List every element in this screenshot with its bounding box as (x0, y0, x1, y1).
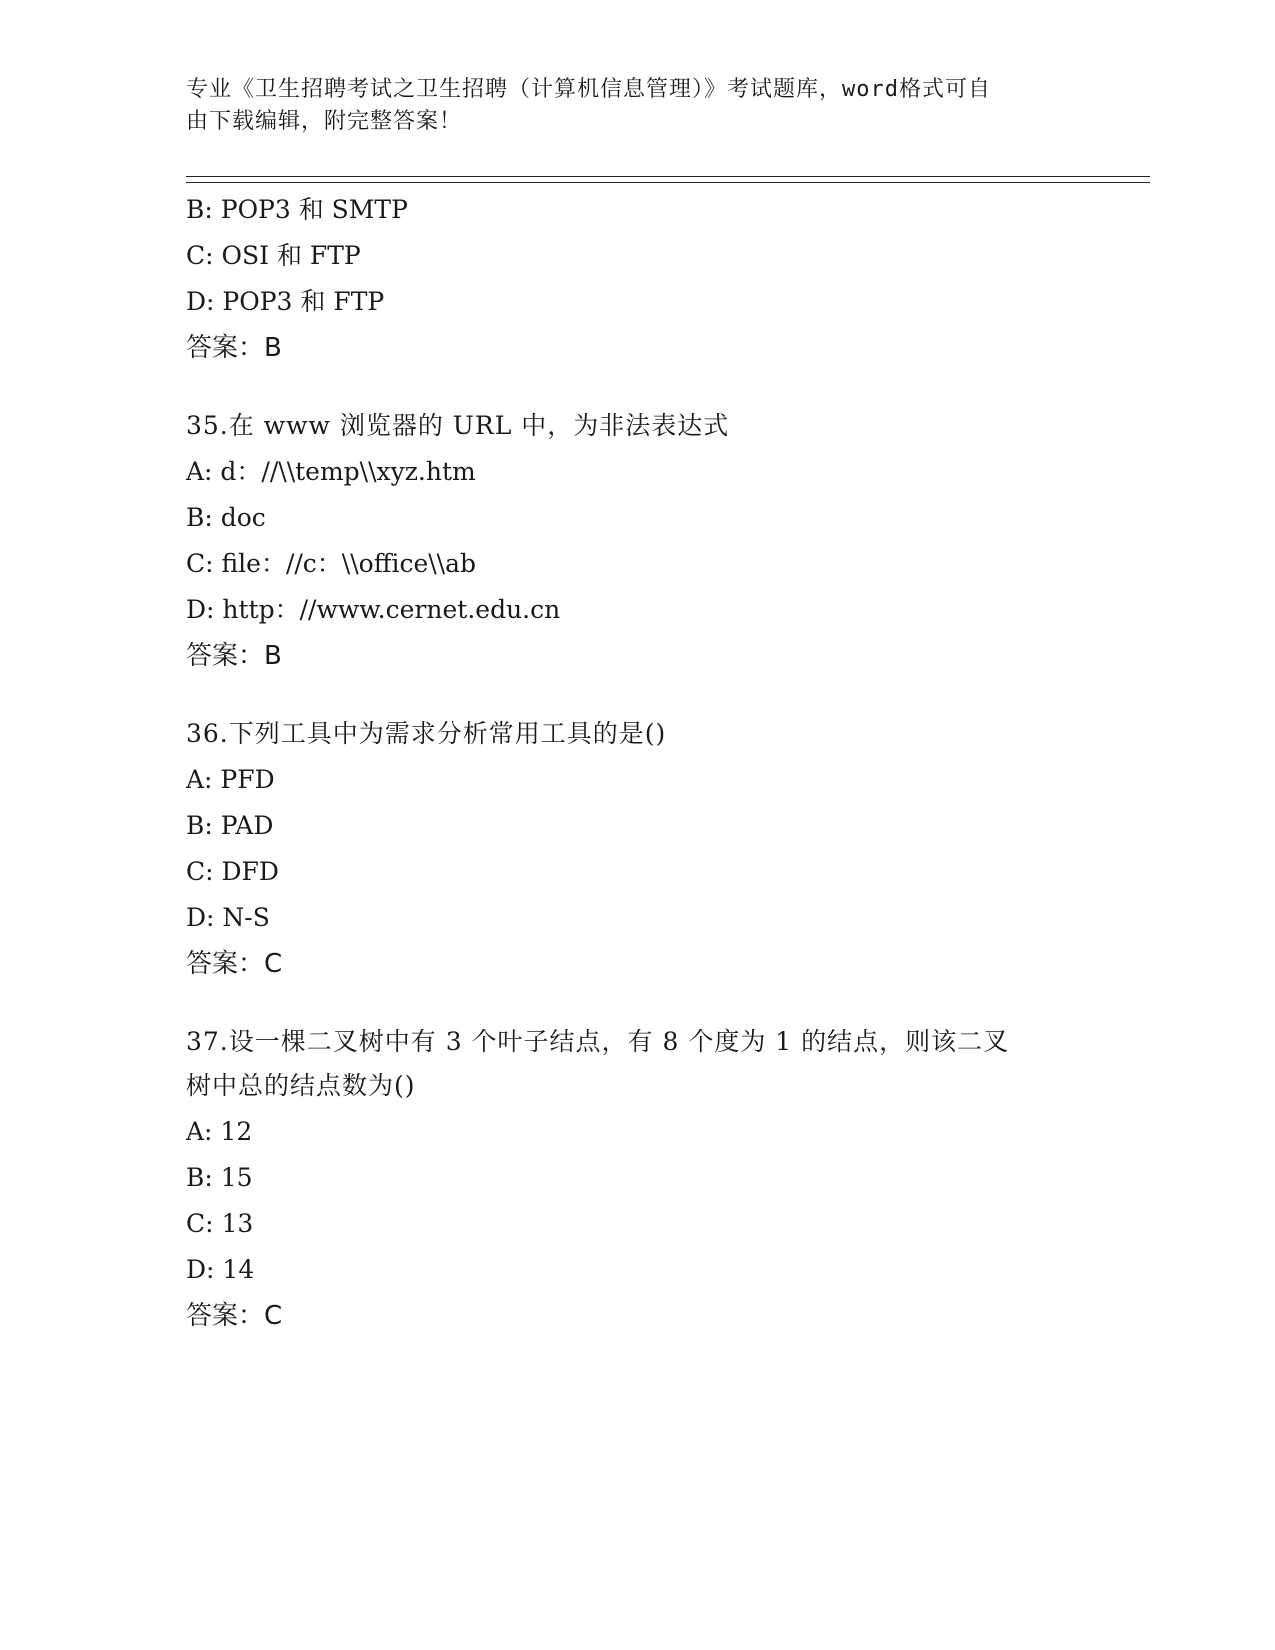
question-title: 37.设一棵二叉树中有 3 个叶子结点，有 8 个度为 1 的结点，则该二叉 (186, 1027, 1010, 1056)
option-a: A: PFD (186, 765, 275, 794)
question-block-35 (186, 410, 1086, 672)
answer-text: 答案：C (186, 949, 283, 979)
question-title: 36.下列工具中为需求分析常用工具的是() (186, 719, 667, 748)
document-header (186, 74, 1066, 138)
answer-text: 答案：B (186, 641, 282, 671)
option-a: A: 12 (186, 1117, 253, 1146)
option-b: B: POP3 和 SMTP (186, 195, 408, 224)
option-d: D: http：//www.cernet.edu.cn (186, 595, 561, 624)
question-block-37 (186, 1026, 1086, 1332)
question-block-36 (186, 718, 1086, 980)
header-line-1: 专业《卫生招聘考试之卫生招聘（计算机信息管理）》考试题库，word格式可自 (186, 77, 991, 102)
option-c: C: DFD (186, 857, 279, 886)
question-list (186, 194, 1086, 1332)
answer-text: 答案：B (186, 333, 282, 363)
option-d: D: 14 (186, 1255, 255, 1284)
option-b: B: doc (186, 503, 266, 532)
question-title: 35.在 www 浏览器的 URL 中，为非法表达式 (186, 411, 730, 440)
answer-text: 答案：C (186, 1301, 283, 1331)
option-c: C: OSI 和 FTP (186, 241, 361, 270)
option-b: B: 15 (186, 1163, 253, 1192)
option-c: C: 13 (186, 1209, 254, 1238)
option-d: D: N-S (186, 903, 270, 932)
header-divider-bottom (186, 182, 1150, 183)
header-divider-top (186, 176, 1150, 177)
header-line-2: 由下载编辑，附完整答案！ (186, 109, 463, 134)
option-b: B: PAD (186, 811, 274, 840)
option-c: C: file：//c：\\office\\ab (186, 549, 477, 578)
question-title-continued: 树中总的结点数为() (186, 1071, 416, 1100)
option-d: D: POP3 和 FTP (186, 287, 385, 316)
option-a: A: d：//\\temp\\xyz.htm (186, 457, 476, 486)
question-block-34 (186, 194, 1086, 364)
